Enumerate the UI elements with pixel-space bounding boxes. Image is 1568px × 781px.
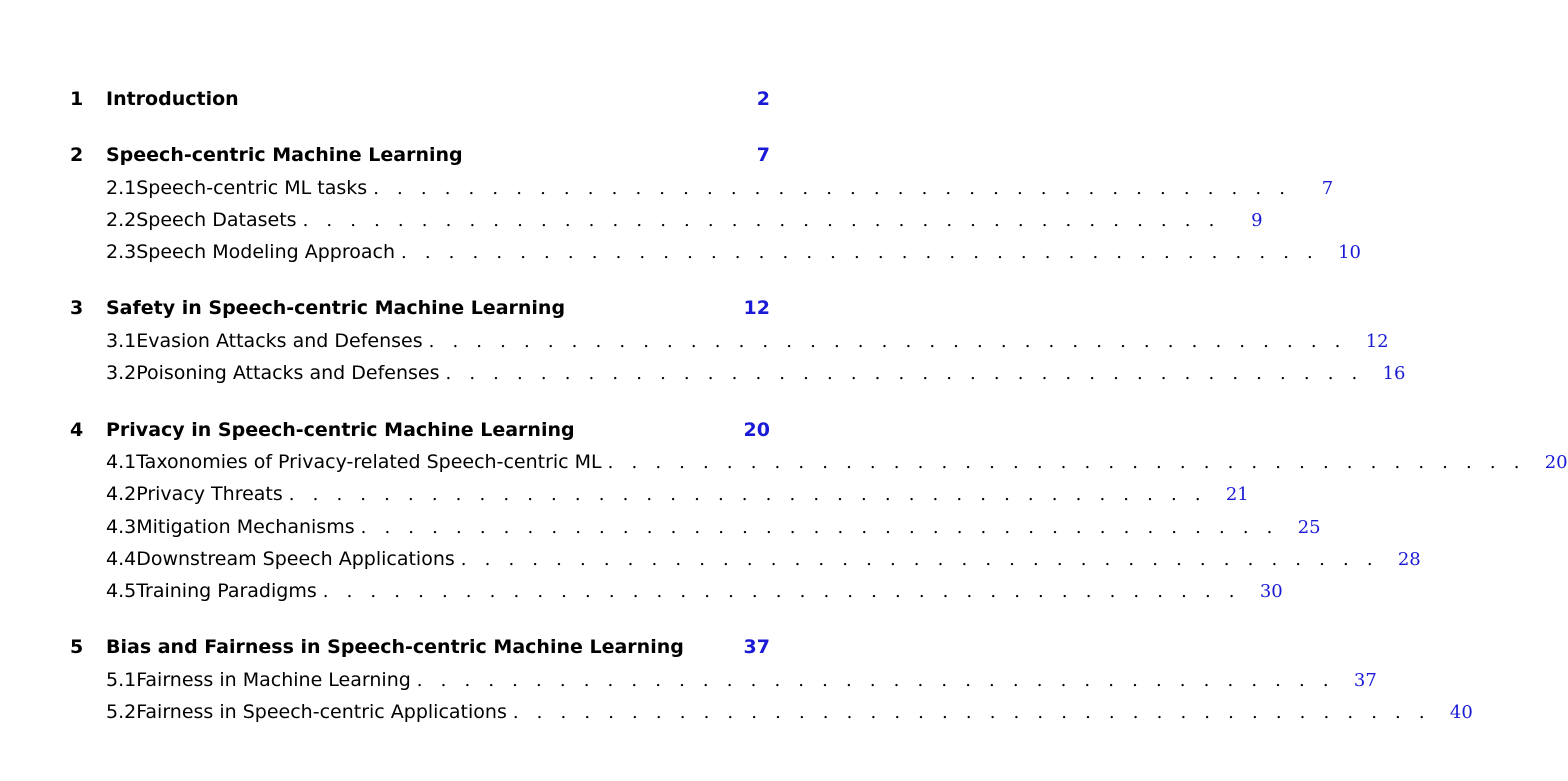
toc-section-2-1[interactable] — [106, 177, 1334, 205]
section-page-link[interactable]: 20 — [1544, 452, 1568, 473]
section-number: 4.5 — [106, 580, 137, 602]
toc-chapter-5[interactable] — [70, 636, 770, 664]
chapter-title[interactable]: Introduction — [106, 88, 239, 110]
section-title[interactable]: Poisoning Attacks and Defenses — [136, 362, 440, 384]
toc-section-5-2[interactable] — [106, 701, 1473, 729]
chapter-number: 4 — [70, 419, 84, 441]
section-title[interactable]: Privacy Threats — [136, 483, 283, 505]
dot-leader: . . . . . . . . . . . . . . . . . . . . . . . . . . . . . . . . . . . . . . . — [322, 581, 1241, 602]
section-page-link[interactable]: 28 — [1397, 549, 1421, 570]
section-title[interactable]: Fairness in Machine Learning — [136, 669, 411, 691]
dot-leader: . . . . . . . . . . . . . . . . . . . . . . . . . . . . . . . . . . . . . . . — [512, 702, 1431, 723]
chapter-number: 2 — [70, 144, 84, 166]
toc-chapter-3[interactable] — [70, 297, 770, 325]
chapter-page-link[interactable]: 2 — [756, 88, 770, 110]
section-page-link[interactable]: 7 — [1321, 178, 1334, 199]
section-number: 4.2 — [106, 483, 137, 505]
section-title[interactable]: Taxonomies of Privacy-related Speech-centric ML — [136, 451, 602, 473]
section-page-link[interactable]: 30 — [1259, 581, 1283, 602]
section-page-link[interactable]: 40 — [1449, 702, 1473, 723]
chapter-page-link[interactable]: 37 — [743, 636, 770, 658]
toc-section-4-5[interactable] — [106, 580, 1283, 608]
toc-section-4-2[interactable] — [106, 483, 1249, 511]
toc-section-5-1[interactable] — [106, 669, 1377, 697]
section-title[interactable]: Evasion Attacks and Defenses — [136, 330, 423, 352]
section-page-link[interactable]: 21 — [1225, 484, 1249, 505]
dot-leader: . . . . . . . . . . . . . . . . . . . . . . . . . . . . . . . . . . . . . . . — [360, 517, 1279, 538]
section-number: 4.4 — [106, 548, 137, 570]
section-number: 5.2 — [106, 701, 137, 723]
section-title[interactable]: Fairness in Speech-centric Applications — [136, 701, 507, 723]
toc-section-2-2[interactable] — [106, 209, 1263, 237]
section-number: 2.3 — [106, 241, 137, 263]
toc-section-4-3[interactable] — [106, 516, 1321, 544]
chapter-title[interactable]: Speech-centric Machine Learning — [106, 144, 463, 166]
dot-leader: . . . . . . . . . . . . . . . . . . . . . . . . . . . . . . . . . . . . . . . — [302, 210, 1221, 231]
dot-leader: . . . . . . . . . . . . . . . . . . . . . . . . . . . . . . . . . . . . . . . — [373, 178, 1292, 199]
section-number: 4.1 — [106, 451, 137, 473]
chapter-page-link[interactable]: 7 — [756, 144, 770, 166]
section-number: 2.1 — [106, 177, 137, 199]
section-page-link[interactable]: 9 — [1251, 210, 1263, 231]
dot-leader: . . . . . . . . . . . . . . . . . . . . . . . . . . . . . . . . . . . . . . . — [607, 452, 1526, 473]
chapter-number: 1 — [70, 88, 84, 110]
dot-leader: . . . . . . . . . . . . . . . . . . . . . . . . . . . . . . . . . . . . . . . — [416, 670, 1335, 691]
dot-leader: . . . . . . . . . . . . . . . . . . . . . . . . . . . . . . . . . . . . . . . — [460, 549, 1379, 570]
section-page-link[interactable]: 25 — [1297, 517, 1321, 538]
section-title[interactable]: Speech-centric ML tasks — [136, 177, 368, 199]
section-page-link[interactable]: 16 — [1382, 363, 1406, 384]
section-number: 3.2 — [106, 362, 137, 384]
section-page-link[interactable]: 37 — [1353, 670, 1377, 691]
toc-section-3-2[interactable] — [106, 362, 1406, 390]
toc-chapter-4[interactable] — [70, 419, 770, 447]
chapter-number: 5 — [70, 636, 84, 658]
dot-leader: . . . . . . . . . . . . . . . . . . . . . . . . . . . . . . . . . . . . . . . — [400, 242, 1319, 263]
toc-chapter-2[interactable] — [70, 144, 770, 172]
chapter-page-link[interactable]: 20 — [743, 419, 770, 441]
section-title[interactable]: Training Paradigms — [136, 580, 317, 602]
toc-section-3-1[interactable] — [106, 330, 1389, 358]
chapter-number: 3 — [70, 297, 84, 319]
chapter-title[interactable]: Privacy in Speech-centric Machine Learning — [106, 419, 575, 441]
chapter-page-link[interactable]: 12 — [743, 297, 770, 319]
section-page-link[interactable]: 12 — [1365, 331, 1389, 352]
section-number: 3.1 — [106, 330, 137, 352]
section-title[interactable]: Downstream Speech Applications — [136, 548, 455, 570]
section-number: 2.2 — [106, 209, 137, 231]
dot-leader: . . . . . . . . . . . . . . . . . . . . . . . . . . . . . . . . . . . . . . . — [288, 484, 1207, 505]
section-number: 5.1 — [106, 669, 137, 691]
section-page-link[interactable]: 10 — [1338, 242, 1361, 263]
chapter-title[interactable]: Bias and Fairness in Speech-centric Machine Learning — [106, 636, 684, 658]
chapter-title[interactable]: Safety in Speech-centric Machine Learning — [106, 297, 566, 319]
section-title[interactable]: Mitigation Mechanisms — [136, 516, 355, 538]
section-title[interactable]: Speech Datasets — [136, 209, 297, 231]
toc-section-2-3[interactable] — [106, 241, 1361, 269]
section-title[interactable]: Speech Modeling Approach — [136, 241, 395, 263]
dot-leader: . . . . . . . . . . . . . . . . . . . . . . . . . . . . . . . . . . . . . . . — [445, 363, 1364, 384]
toc-section-4-4[interactable] — [106, 548, 1421, 576]
toc-chapter-1[interactable] — [70, 88, 770, 116]
toc-section-4-1[interactable] — [106, 451, 1568, 479]
section-number: 4.3 — [106, 516, 137, 538]
dot-leader: . . . . . . . . . . . . . . . . . . . . . . . . . . . . . . . . . . . . . . . — [428, 331, 1347, 352]
